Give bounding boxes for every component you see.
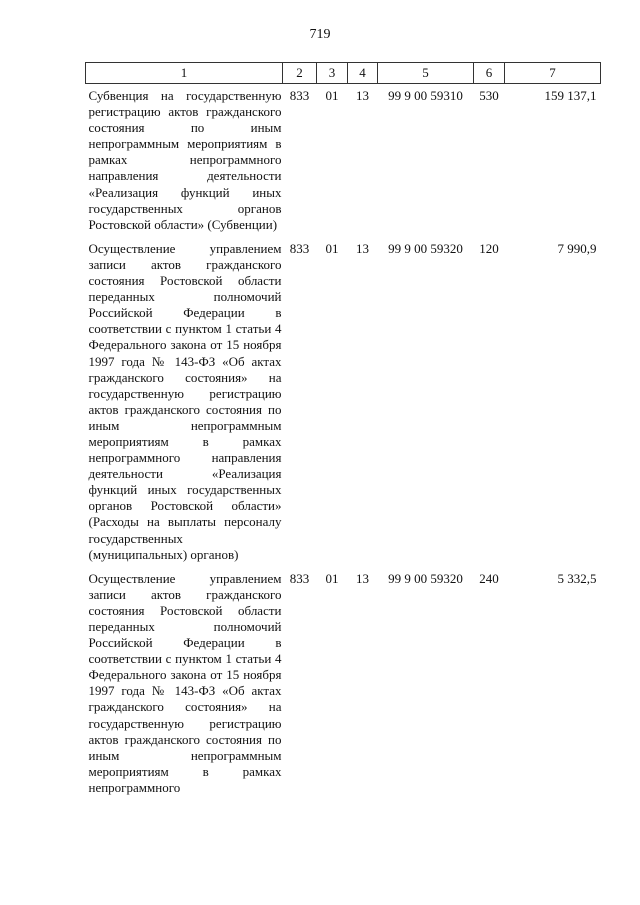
column-header-description: 1 [86,63,283,84]
row-ministry-code: 833 [289,570,310,586]
row-description: Субвенция на государственную регистрацию актов гражданского состояния по иным непрограммным мероприятиям в рамках непрограммного направления деятельности «Реализация функций иных государственных органов Ростовской области» (Субвенции) [88,88,282,232]
table-row [86,567,601,800]
row-target-article: 99 9 00 59320 [388,570,463,586]
row-amount: 7 990,9 [557,240,597,256]
row-subsection-code: 13 [356,88,369,103]
row-section-code: 01 [325,240,339,256]
budget-table [85,62,601,800]
row-section-code: 01 [325,88,339,103]
table-header-row [86,63,601,84]
column-header-expense-type: 6 [474,63,505,84]
row-target-article: 99 9 00 59310 [388,88,463,103]
row-ministry-code: 833 [289,88,310,103]
column-header-amount: 7 [505,63,601,84]
column-header-target-article: 5 [378,63,474,84]
row-amount: 159 137,1 [544,88,597,103]
row-expense-type: 240 [479,570,499,586]
column-header-subsection: 4 [348,63,378,84]
row-target-article: 99 9 00 59320 [388,240,463,256]
page-number: 719 [309,27,331,42]
column-header-section: 3 [317,63,348,84]
row-description: Осуществление управлением записи актов гражданского состояния Ростовской области переданных полномочий Российской Федерации в соответствии с пунктом 1 статьи 4 Федерального закона от 15 ноября 1997 года № 143-ФЗ «Об актах гражданского состояния» на государственную регистрацию актов гражданского состояния по иным непрограммным мероприятиям в рамках непрограммного [88,570,282,795]
row-subsection-code: 13 [356,240,369,256]
row-expense-type: 530 [479,88,499,103]
row-ministry-code: 833 [289,240,310,256]
row-description: Осуществление управлением записи актов гражданского состояния Ростовской области переданных полномочий Российской Федерации в соответствии с пунктом 1 статьи 4 Федерального закона от 15 ноября 1997 года № 143-ФЗ «Об актах гражданского состояния» на государственную регистрацию актов гражданского состояния по иным непрограммным мероприятиям в рамках непрограммного направления деятельности «Реализация функций иных государственных органов Ростовской области» (Расходы на выплаты персоналу государственных (муниципальных) органов) [88,240,282,562]
row-amount: 5 332,5 [557,570,597,586]
table-row [86,237,601,567]
column-header-ministry: 2 [283,63,317,84]
row-expense-type: 120 [479,240,499,256]
table-row [86,84,601,237]
row-section-code: 01 [325,570,339,586]
row-subsection-code: 13 [356,570,369,586]
